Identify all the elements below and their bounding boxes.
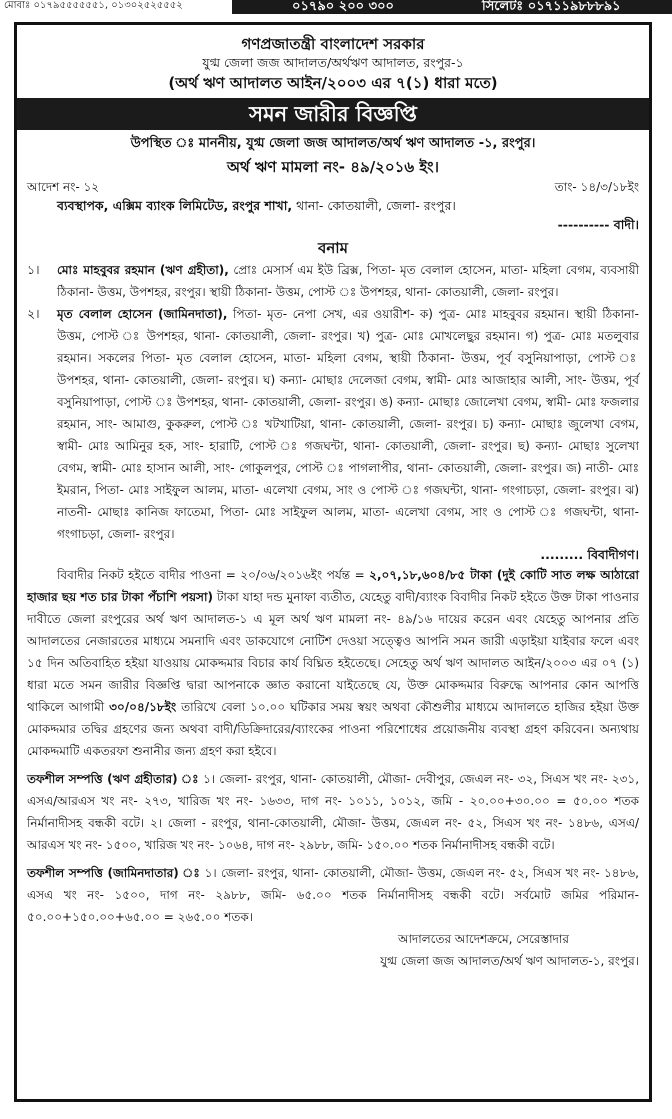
plaintiff-name: ব্যবস্থাপক, এক্সিম ব্যাংক লিমিটেড, রংপুর শাখা,	[57, 198, 293, 213]
top-left-phone: মোবাঃ ০১৭৯৫৫৫৫৫৫১, ০১৩০২৫২৫৫৫২	[4, 0, 183, 11]
defendant-1	[27, 259, 639, 303]
signature-line-1: আদালতের আদেশক্রমে, সেরেস্তাদার	[397, 932, 569, 946]
top-right-banner	[232, 0, 672, 14]
versus-heading: বনাম	[318, 239, 348, 257]
main-paragraph	[27, 564, 639, 762]
signature-line-2: যুগ্ম জেলা জজ আদালত/অর্থ ঋণ আদালত-১, রংপুর।	[380, 954, 639, 968]
government-title: গণপ্রজাতন্ত্রী বাংলাদেশ সরকার	[241, 35, 425, 53]
defendant-2-name: মৃত বেলাল হোসেন (জামিনদাতা),	[57, 307, 228, 321]
defendant-2-details: পিতা- মৃত- নেপা সেখ, এর ওয়ারীশ- ক) পুত্র- মোঃ মাহবুবর রহমান। স্থায়ী ঠিকানা- উত্তম, পোস্ট ঃ উপশহর, থানা- কোতয়ালী, জেলা- রংপুর। খ) পুত্র- মোঃ মোখলেছুর রহমান। গ) পুত্র- মোঃ মতলুবার রহমান। সকলের পিতা- মৃত বেলাল হোসেন, মাতা- মহিলা বেগম, স্থায়ী ঠিকানা- উত্তম, পূর্ব বসুনিয়াপাড়া, পোস্ট ঃ উপশহর, থানা- কোতয়ালী, জেলা- রংপুর। ঘ) কন্যা- মোছাঃ দেলেজা বেগম, স্বামী- মোঃ আজাহার আলী, সাং- উত্তম, পূর্ব বসুনিয়াপাড়া, পোস্ট ঃ উপশহর, থানা- কোতয়ালী, জেলা- রংপুর। ঙ) কন্যা- মোছাঃ জোলেখা বেগম, স্বামী- মোঃ ফজলার রহমান, সাং- আমাগু, কুকরুল, পোস্ট ঃ খটখাটিয়া, থানা- কোতয়ালী, জেলা- রংপুর। চ) কন্যা- মোছাঃ জুলেখা বেগম, স্বামী- মোঃ আমিনুর হক, সাং- হারাটি, পোস্ট ঃ গজঘন্টা, থানা- কোতয়ালী, জেলা- রংপুর। ছ) কন্যা- মোছাঃ সুলেখা বেগম, স্বামী- মোঃ হাসান আলী, সাং- গোকুলপুর, পোস্ট ঃ পাগলাপীর, থানা- কোতয়ালী, জেলা- রংপুর। জ) নাতী- মোঃ ইমরান, পিতা- মোঃ সাইফুল আলম, মাতা- এলেখা বেগম, সাং ও পোস্ট ঃ গজঘন্টা, থানা- গংগাচড়া, জেলা- রংপুর। ঝ) নাতনী- মোছাঃ কানিজ ফাতেমা, পিতা- মোঃ সাইফুল আলম, মাতা- এলেখা বেগম, সাং ও পোস্ট ঃ গজঘন্টা, থানা- গংগাচড়া, জেলা- রংপুর।	[57, 307, 639, 541]
law-reference: (অর্থ ঋণ আদালত আইন/২০০৩ এর ৭(১) ধারা মতে)	[168, 74, 498, 92]
dues-amount: ২,০৭,১৮,৬০৪/৮৫ টাকা (দুই কোটি সাত লক্ষ আঠারো হাজার ছয় শত চার টাকা পঁচাশি পয়সা)	[27, 568, 640, 604]
defendant-2-number: ২।	[27, 306, 40, 321]
main-closing: তারিখে বেলা ১০.০০ ঘটিকার সময় স্বয়ং অথবা কৌশুলীর মাধ্যমে আদালতে হাজির হইয়া উক্ত মোকদ্দমার তদ্বির গ্রহণের জন্য অথবা বাদী/ডিক্রিদারের/ব্যাংকের পাওনা পরিশোধের প্রয়োজনীয় ব্যবস্থা গ্রহণ করিবেন। অন্যথায় মোকদ্দমাটি একতরফা শুনানীর জন্য গ্রহণ করা হইবে।	[27, 700, 639, 758]
schedule-guarantor	[27, 862, 639, 928]
defendant-1-details: প্রোঃ মেসার্স এম ইউ ব্রিক্স, পিতা- মৃত বেলাল হোসেন, মাতা- মহিলা বেগম, ব্যবসায়ী ঠিকানা- উত্তম, উপশহর, রংপুর। স্থায়ী ঠিকানা- উত্তম, পোস্ট ঃ উপশহর, থানা- কোতয়ালী, জেলা- রংপুর।	[57, 263, 640, 299]
schedule-borrower-title: তফশীল সম্পত্তি (ঋণ গ্রহীতার) ঃ	[27, 772, 199, 786]
presiding-line: উপস্থিত ঃ মাননীয়, যুগ্ম জেলা জজ আদালত/অর্থ ঋণ আদালত -১, রংপুর।	[130, 136, 536, 151]
plaintiff-line	[27, 196, 639, 215]
schedule-guarantor-details: ১। জেলা- রংপুর, থানা- কোতয়ালী, মৌজা- উত্তম, জেএল নং- ৫২, সিএস খং নং- ১৪৮৬, এসএ খং নং- ১৫০০, দাগ নং- ২৯৮৮, জমি- ৬৫.০০ শতক নির্মানাদীসহ বন্ধকী বটে। সর্বমোট জমির পরিমান- ৫০.০০+১৫০.০০+৬৫.০০ = ২৬৫.০০ শতক।	[27, 866, 639, 924]
schedule-borrower-details: ১। জেলা- রংপুর, থানা- কোতয়ালী, মৌজা- দেবীপুর, জেএল নং- ৩২, সিএস খং নং- ২৩১, এসএ/আরএস খং নং- ২৭৩, খারিজ খং নং- ১৬৩৩, দাগ নং- ১০১১, ১০১২, জমি - ২০.০০+৩০.০০ = ৫০.০০ শতক নির্মানাদীসহ বন্ধকী বটে। ২। জেলা - রংপুর, থানা-কোতয়ালী, মৌজা- উত্তম, জেএল নং- ৫২, সিএস খং নং- ১৪৮৬, এসএ/আরএস খং নং- ১৫০০, খারিজ খং নং- ১০৬৪, দাগ নং- ২৯৮৮, জমি- ১৫০.০০ শতক নির্মানাদীসহ বন্ধকী বটে।	[27, 772, 640, 852]
order-date: তাং- ১৪/৩/১৮ইং	[554, 180, 639, 194]
defendant-1-name: মোঃ মাহবুবর রহমান (ঋণ গ্রহীতা),	[57, 263, 229, 277]
summons-notice	[14, 22, 652, 1102]
dues-intro: বিবাদীর নিকট হইতে বাদীর পাওনা = ২০/০৬/২০১৬ইং পর্যন্ত =	[57, 568, 370, 582]
defendants-label: ......... বিবাদীগণ।	[540, 547, 639, 562]
schedule-borrower	[27, 768, 639, 856]
top-right-phone: ০১৭৯০ ২০০ ৩০০	[292, 0, 394, 14]
notice-banner: সমন জারীর বিজ্ঞপ্তি	[17, 98, 649, 130]
top-right-phone-2: সিলেটঃ ০১৭১১৯৮৮৮৯১	[482, 0, 621, 14]
defendant-1-number: ১।	[27, 262, 40, 277]
top-strip	[0, 0, 672, 16]
court-name: যুগ্ম জেলা জজ আদালত/অর্থঋণ আদালত, রংপুর-১	[202, 55, 464, 70]
main-body: টাকা যাহা দন্ড মুনাফা ব্যতীত, যেহেতু বাদী/ব্যাংক বিবাদীর নিকট হইতে উক্ত টাকা পাওনার দাবীতে জেলা রংপুরের অর্থ ঋণ আদালত-১ এ মূল অর্থ ঋণ মামলা নং- ৪৯/১৬ দায়ের করেন এবং যেহেতু আপনার প্রতি আদালতের নেজারতের মাধ্যমে সমনাদি এবং ডাকযোগে নোটিশ দেওয়া সত্ত্বেও আপনি সমন জারী এড়াইয়া যাইবার ফলে এবং ১৫ দিন অতিবাহিত হইয়া যাওয়ায় মোকদ্দমার বিচার কার্য বিঘ্নিত হইতেছে। সেহেতু অর্থ ঋণ আদালত আইন/২০০৩ এর ০৭ (১) ধারা মতে সমন জারীর বিজ্ঞপ্তি দ্বারা আপনাকে জ্ঞাত করানো যাইতেছে যে, উক্ত মোকদ্দমার বিরুদ্ধে আপনার কোন আপত্তি থাকিলে আগামী	[27, 590, 640, 714]
order-number: আদেশ নং- ১২	[27, 180, 100, 194]
plaintiff-address: থানা- কোতয়ালী, জেলা- রংপুর।	[292, 198, 456, 213]
schedule-guarantor-title: তফশীল সম্পত্তি (জামিনদাতার) ঃ	[27, 866, 201, 880]
hearing-date: ৩০/০৪/১৮ইং	[109, 700, 177, 714]
plaintiff-label: ---------- বাদী।	[557, 217, 639, 232]
defendant-2	[27, 303, 639, 545]
order-row	[27, 179, 639, 196]
case-number: অর্থ ঋণ মামলা নং- ৪৯/২০১৬ ইং।	[226, 158, 440, 176]
